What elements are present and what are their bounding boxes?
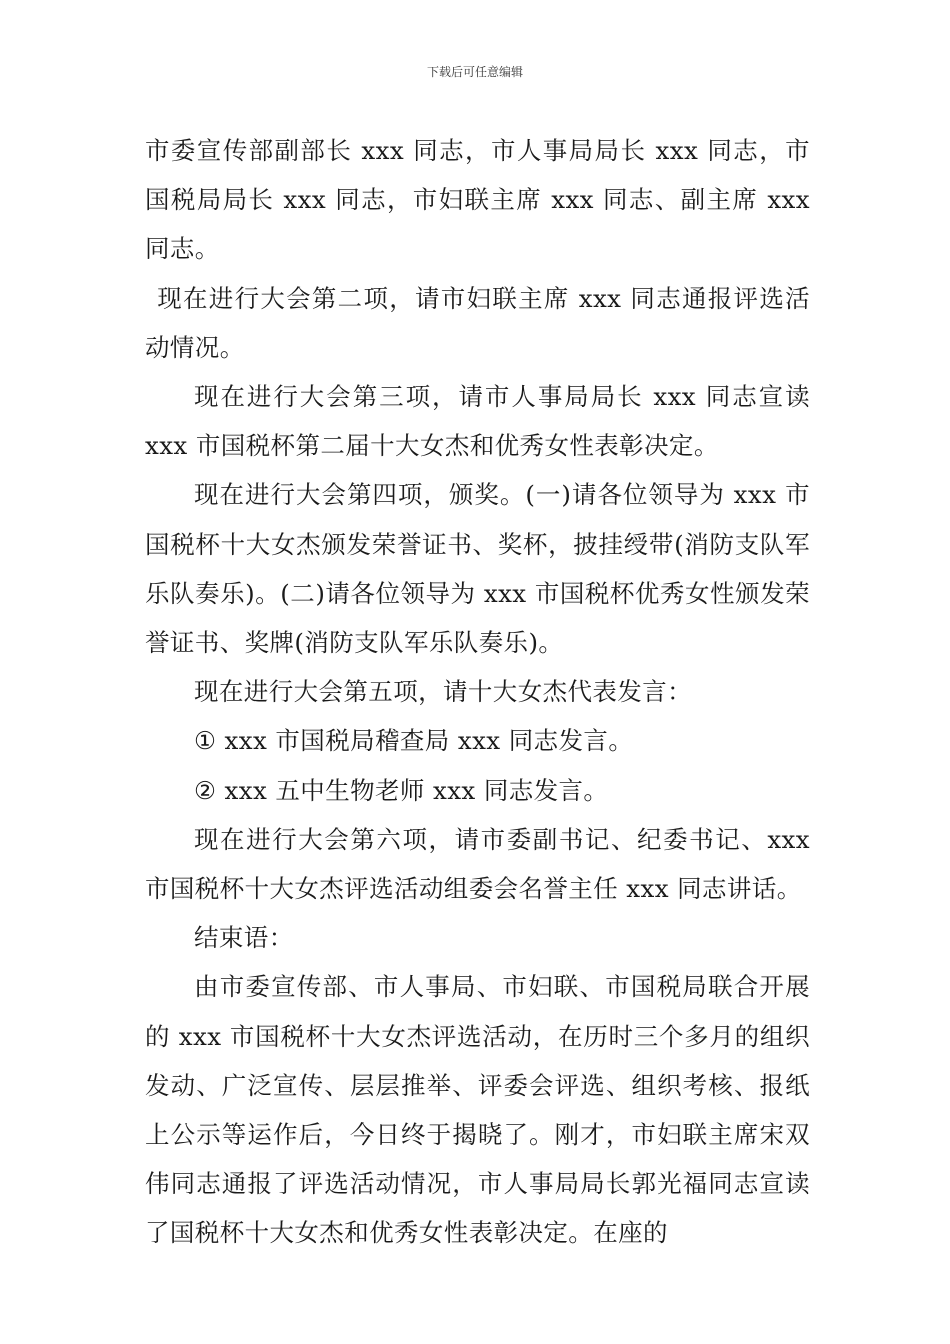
paragraph-speaker-two: ② xxx 五中生物老师 xxx 同志发言。 — [194, 775, 609, 805]
page-header: 下载后可任意编辑 — [426, 65, 523, 79]
paragraph-item-six: 现在进行大会第六项，请市委副书记、纪委书记、xxx 市国税杯十大女杰评选活动组委会名誉主任 xxx 同志讲话。 — [145, 824, 810, 904]
paragraph-item-two: 现在进行大会第二项，请市妇联主席 xxx 同志通报评选活动情况。 — [145, 283, 810, 362]
document-body — [145, 126, 810, 1258]
paragraph-closing-remarks: 由市委宣传部、市人事局、市妇联、市国税局联合开展的 xxx 市国税杯十大女杰评选活动，在历时三个多月的组织发动、广泛宣传、层层推举、评委会评选、组织考核、报纸上公示等运作后，今日终于揭晓了。刚才，市妇联主席宋双伟同志通报了评选活动情况，市人事局局长郭光福同志宣读了国税杯十大女杰和优秀女性表彰决定。在座的 — [145, 972, 810, 1248]
paragraph-item-three: 现在进行大会第三项，请市人事局局长 xxx 同志宣读 xxx 市国税杯第二届十大女杰和优秀女性表彰决定。 — [145, 382, 810, 461]
paragraph-closing-heading: 结束语： — [194, 923, 294, 953]
paragraph-item-four: 现在进行大会第四项，颁奖。(一)请各位领导为 xxx 市国税杯十大女杰颁发荣誉证书、奖杯，披挂绶带(消防支队军乐队奏乐)。(二)请各位领导为 xxx 市国税杯优秀女性颁发荣誉证书、奖牌(消防支队军乐队奏乐)。 — [145, 480, 810, 658]
paragraph-speaker-one: ① xxx 市国税局稽查局 xxx 同志发言。 — [194, 726, 634, 756]
paragraph-item-five: 现在进行大会第五项，请十大女杰代表发言： — [194, 677, 692, 707]
paragraph-attendees: 市委宣传部副部长 xxx 同志，市人事局局长 xxx 同志，市国税局局长 xxx 同志，市妇联主席 xxx 同志、副主席 xxx 同志。 — [145, 136, 810, 264]
